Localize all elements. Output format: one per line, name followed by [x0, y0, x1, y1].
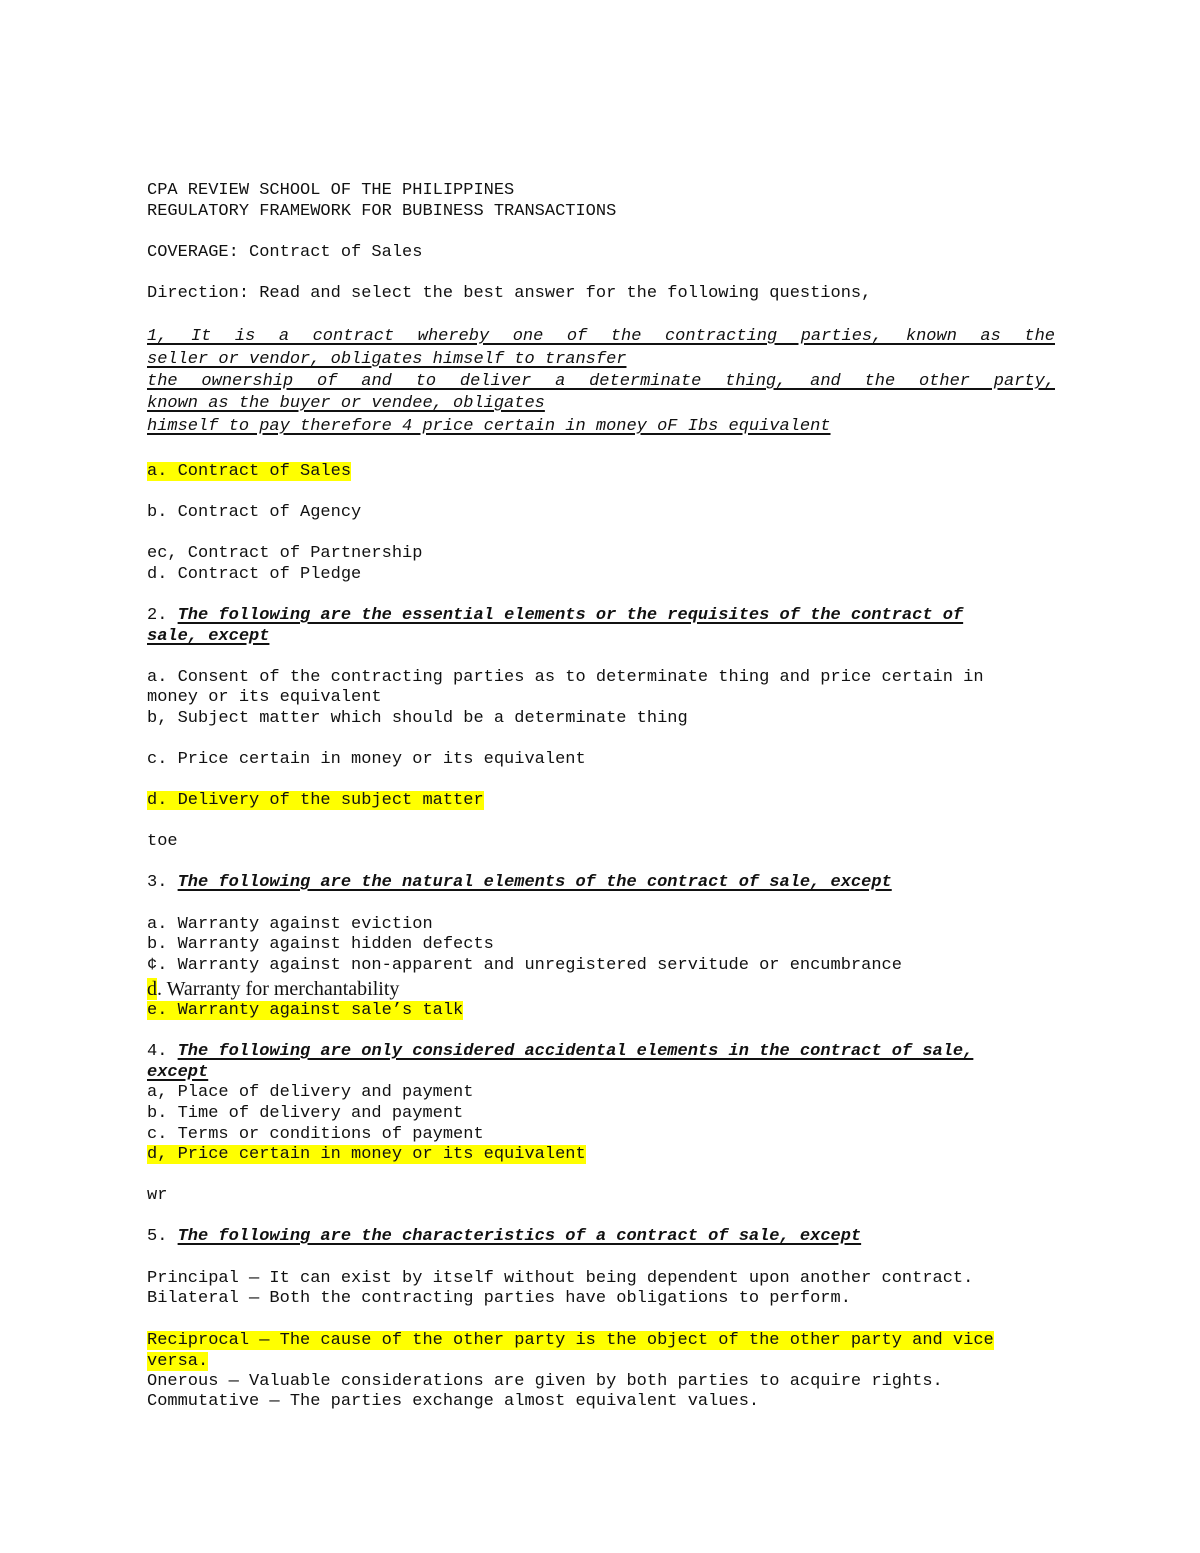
- q2-number: 2.: [147, 606, 178, 625]
- q5-reciprocal-line-1: [147, 1331, 994, 1351]
- q1-answer-highlight: a. Contract of Sales: [147, 462, 352, 481]
- q3-option-d-text: . Warranty for merchantability: [157, 978, 400, 1000]
- q2-option-a-line-1: a. Consent of the contracting parties as to determinate thing and price certain in: [147, 668, 984, 687]
- q4-option-b: b. Time of delivery and payment: [147, 1104, 464, 1123]
- q5-answer-highlight-1: Reciprocal — The cause of the other party is the object of the other party and vice: [147, 1331, 994, 1350]
- q4-option-a: a, Place of delivery and payment: [147, 1083, 474, 1102]
- q4-stem-line-2: [147, 1063, 208, 1083]
- q2-stray-text: toe: [147, 832, 178, 851]
- q3-answer-highlight: e. Warranty against sale’s talk: [147, 1001, 464, 1020]
- q1-stem-line-4: known as the buyer or vendee, obligates: [147, 394, 545, 413]
- q5-stem: [147, 1227, 861, 1247]
- q2-stem-text-2: sale, except: [147, 627, 270, 646]
- q1-stem-line-2: seller or vendor, obligates himself to transfer: [147, 350, 627, 369]
- q2-stem-line-2: [147, 627, 269, 647]
- q2-stem-text-1: The following are the essential elements or the requisites of the contract of: [177, 606, 964, 625]
- q4-stem-text-2: except: [147, 1063, 209, 1082]
- q2-option-d: [147, 791, 484, 811]
- q4-option-d: [147, 1145, 586, 1165]
- q1-option-a: [147, 462, 351, 482]
- q1-stem-line-1: 1, It is a contract whereby one of the contracting parties, known as the: [147, 327, 1055, 346]
- q3-option-c: ¢. Warranty against non-apparent and unregistered servitude or encumbrance: [147, 956, 902, 975]
- q5-reciprocal-line-2: [147, 1352, 208, 1372]
- q4-option-c: c. Terms or conditions of payment: [147, 1125, 484, 1144]
- q5-principal: Principal — It can exist by itself without being dependent upon another contract.: [147, 1269, 974, 1288]
- direction-line: Direction: Read and select the best answer for the following questions,: [147, 284, 872, 303]
- q3-option-e: [147, 1001, 463, 1021]
- q5-stem-text: The following are the characteristics of a contract of sale, except: [177, 1227, 862, 1246]
- q5-answer-highlight-2: versa.: [147, 1352, 209, 1371]
- q1-stem-line-5: himself to pay therefore 4 price certain in money oF Ibs equivalent: [147, 417, 831, 436]
- q1-option-b: b. Contract of Agency: [147, 503, 362, 522]
- q5-bilateral: Bilateral — Both the contracting parties have obligations to perform.: [147, 1289, 851, 1308]
- q4-stray-text: wr: [147, 1186, 168, 1205]
- q3-option-d-letter: d: [147, 978, 157, 1000]
- q3-option-a: a. Warranty against eviction: [147, 915, 433, 934]
- q5-number: 5.: [147, 1227, 178, 1246]
- q3-number: 3.: [147, 873, 178, 892]
- coverage-line: COVERAGE: Contract of Sales: [147, 243, 423, 262]
- q2-option-b: b, Subject matter which should be a determinate thing: [147, 709, 688, 728]
- q4-number: 4.: [147, 1042, 178, 1061]
- school-title: CPA REVIEW SCHOOL OF THE PHILIPPINES: [147, 181, 515, 200]
- q3-option-d: [147, 978, 399, 1000]
- q3-stem-text: The following are the natural elements of the contract of sale, except: [177, 873, 892, 892]
- q2-answer-highlight: d. Delivery of the subject matter: [147, 791, 484, 810]
- q5-commutative: Commutative — The parties exchange almost equivalent values.: [147, 1392, 760, 1411]
- subject-title: REGULATORY FRAMEWORK FOR BUBINESS TRANSACTIONS: [147, 202, 617, 221]
- q4-stem-line-1: [147, 1042, 973, 1062]
- q1-option-d: d. Contract of Pledge: [147, 565, 362, 584]
- q4-answer-highlight: d, Price certain in money or its equivalent: [147, 1145, 586, 1164]
- q1-option-c: ec, Contract of Partnership: [147, 544, 423, 563]
- q5-onerous: Onerous — Valuable considerations are given by both parties to acquire rights.: [147, 1372, 943, 1391]
- q2-option-c: c. Price certain in money or its equivalent: [147, 750, 586, 769]
- q3-stem: [147, 873, 892, 893]
- q4-stem-text-1: The following are only considered accidental elements in the contract of sale,: [177, 1042, 974, 1061]
- q1-stem-line-3: the ownership of and to deliver a determinate thing, and the other party,: [147, 372, 1055, 391]
- q2-option-a-line-2: money or its equivalent: [147, 688, 382, 707]
- q2-stem-line-1: [147, 606, 963, 626]
- q3-option-b: b. Warranty against hidden defects: [147, 935, 494, 954]
